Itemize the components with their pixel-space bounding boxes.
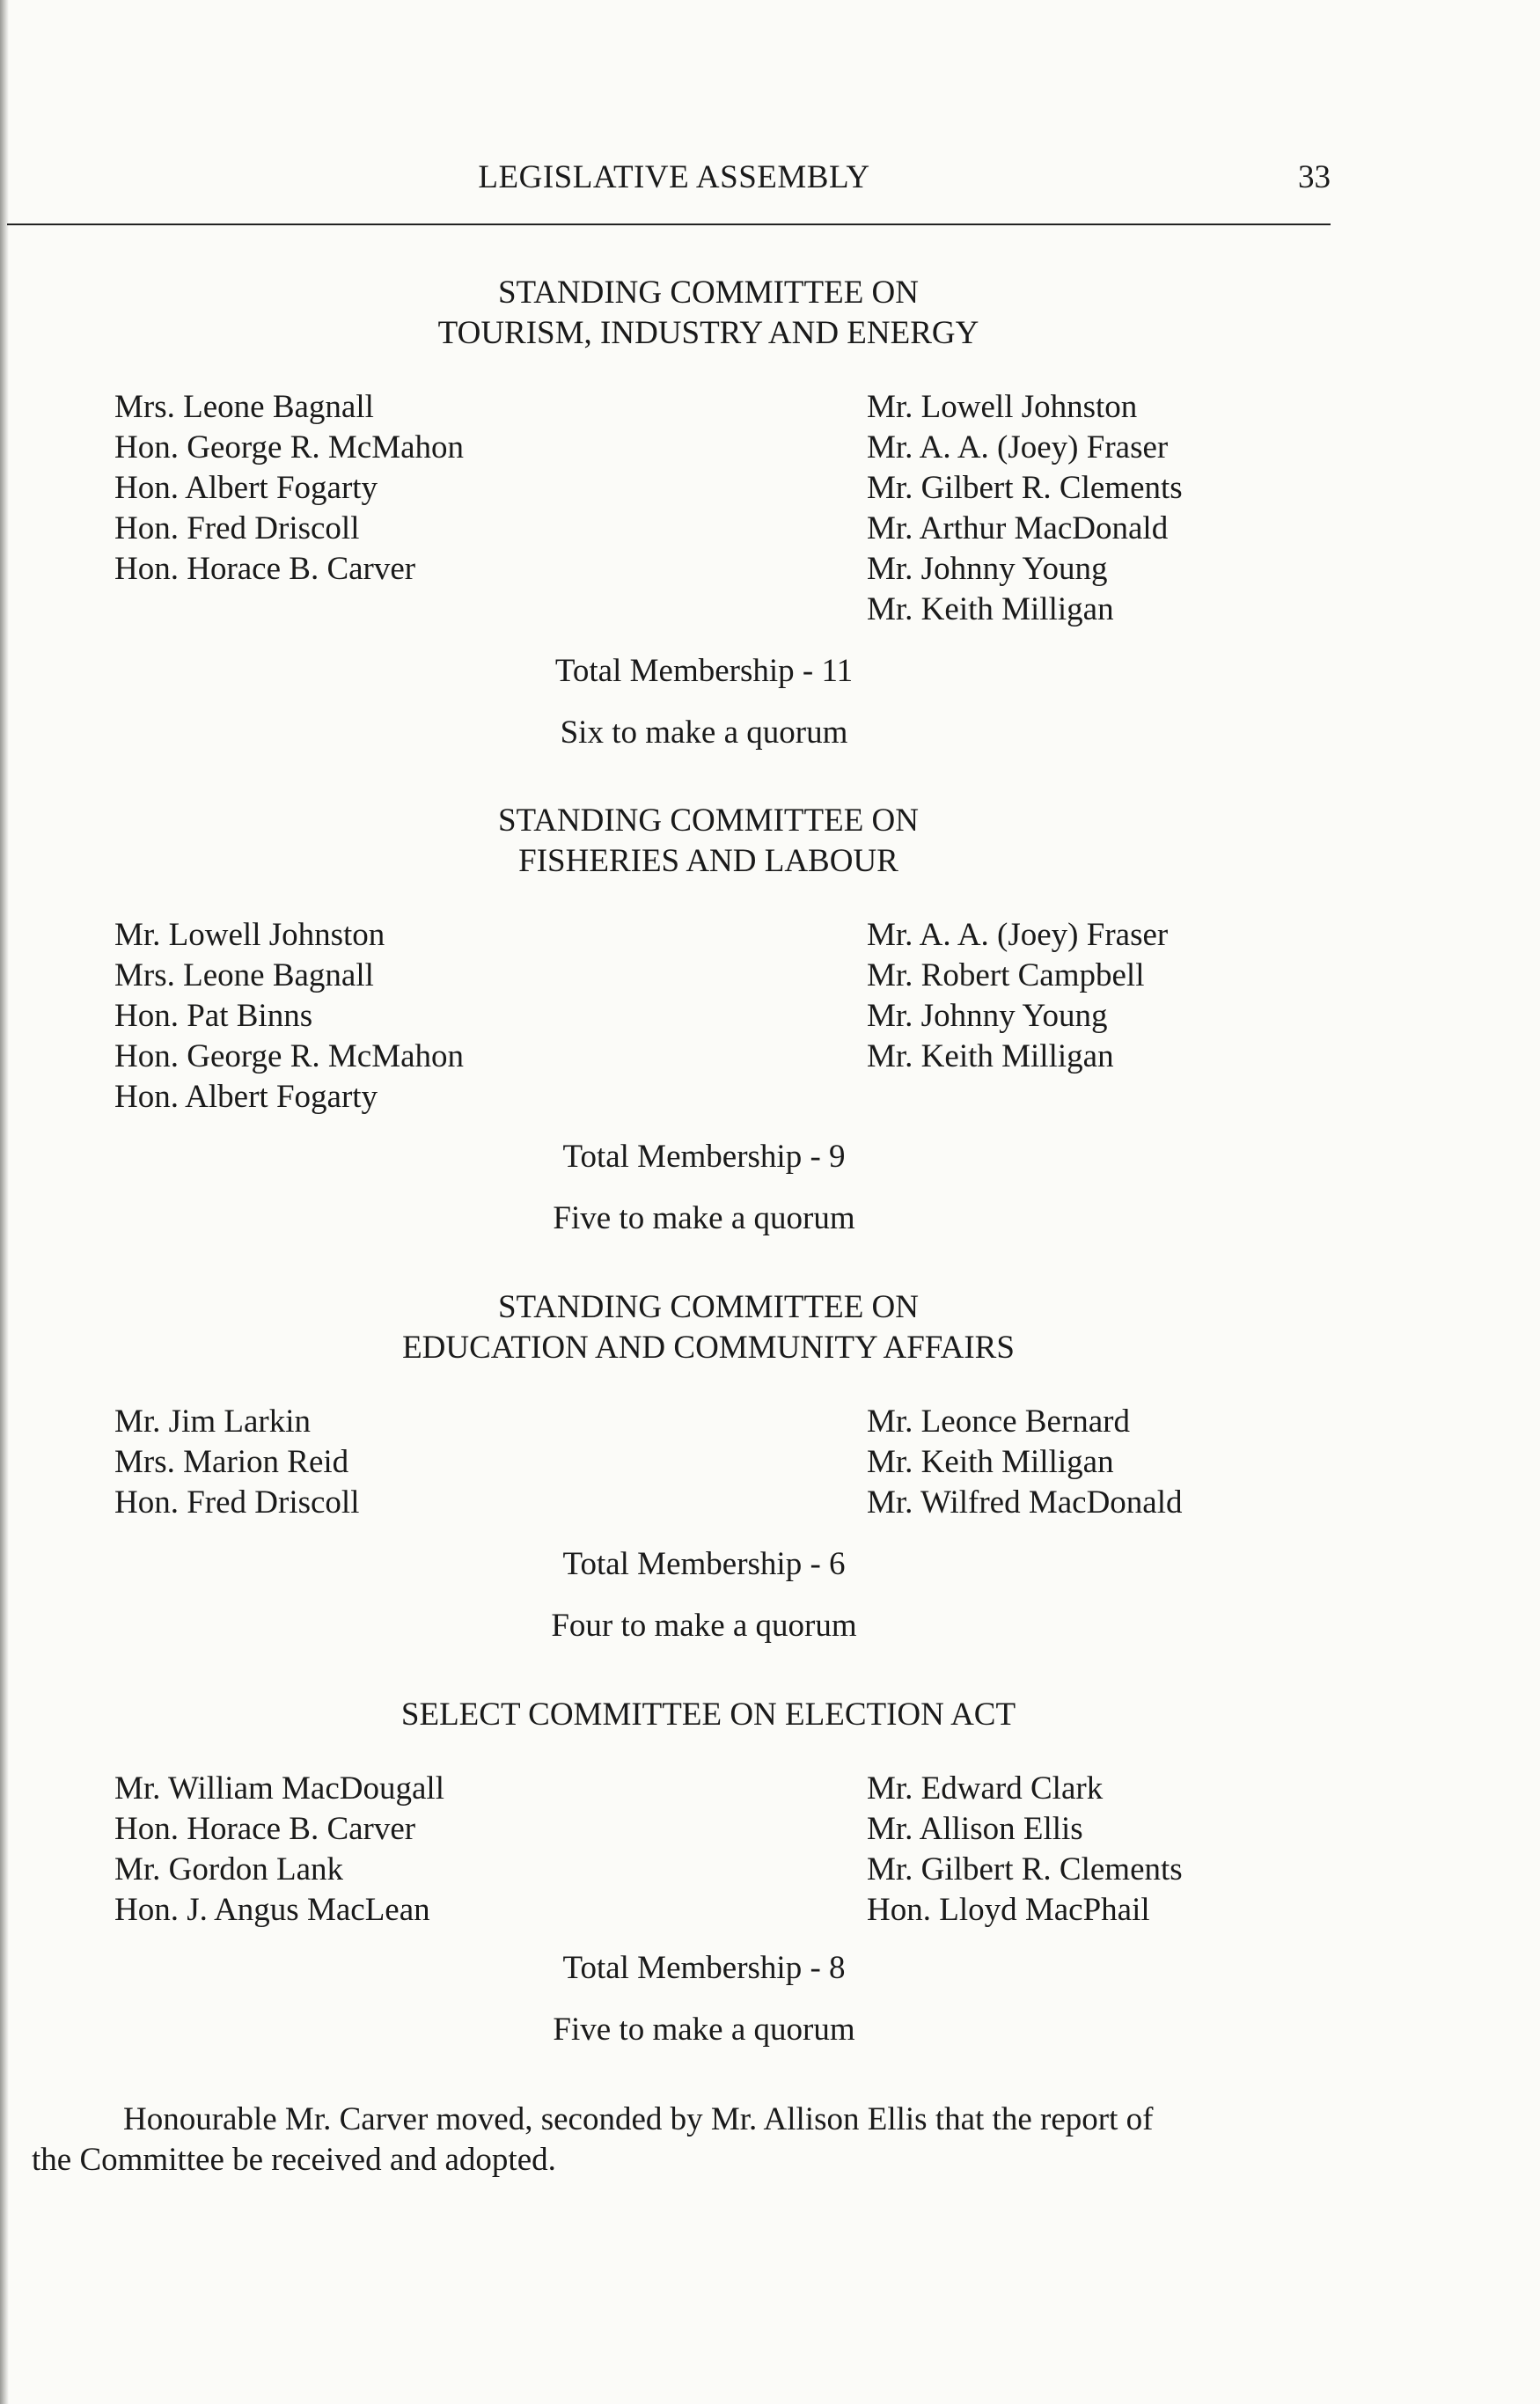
running-head bbox=[0, 158, 1331, 211]
member-name: Mr. A. A. (Joey) Fraser bbox=[867, 917, 1169, 953]
committee-summary bbox=[132, 1544, 1276, 1667]
quorum-note: Five to make a quorum bbox=[553, 2012, 855, 2048]
member-name: Hon. George R. McMahon bbox=[114, 1038, 465, 1074]
member-name: Hon. Horace B. Carver bbox=[114, 1811, 416, 1847]
member-column-left bbox=[114, 1769, 444, 1931]
member-name: Mr. Arthur MacDonald bbox=[867, 510, 1169, 546]
member-name: Mr. Johnny Young bbox=[867, 998, 1108, 1034]
section-title-line: STANDING COMMITTEE ON bbox=[497, 275, 919, 311]
member-name: Mrs. Leone Bagnall bbox=[114, 957, 374, 993]
motion-paragraph bbox=[32, 2100, 1369, 2180]
total-membership: Total Membership - 11 bbox=[554, 653, 854, 689]
member-name: Hon. Lloyd MacPhail bbox=[867, 1892, 1150, 1928]
page-number: 33 bbox=[1298, 159, 1331, 195]
section-title-line: TOURISM, INDUSTRY AND ENERGY bbox=[437, 315, 979, 351]
member-name: Mr. Lowell Johnston bbox=[867, 389, 1138, 425]
member-name: Mr. Lowell Johnston bbox=[114, 917, 385, 953]
committee-summary bbox=[132, 651, 1276, 774]
member-column-right bbox=[867, 915, 1168, 1077]
member-name: Mr. Wilfred MacDonald bbox=[867, 1484, 1183, 1521]
member-name: Mr. Leonce Bernard bbox=[867, 1404, 1130, 1440]
member-name: Hon. Albert Fogarty bbox=[114, 470, 378, 506]
committee-section-tourism bbox=[114, 273, 1258, 774]
section-title bbox=[136, 273, 1280, 354]
member-name: Mr. Keith Milligan bbox=[867, 1444, 1114, 1480]
member-name: Mr. Jim Larkin bbox=[114, 1404, 312, 1440]
member-name: Hon. Fred Driscoll bbox=[114, 510, 360, 546]
committee-summary bbox=[132, 1137, 1276, 1260]
member-column-right bbox=[867, 387, 1183, 630]
member-name: Mrs. Marion Reid bbox=[114, 1444, 349, 1480]
member-list bbox=[114, 915, 1258, 1137]
committee-section-fisheries bbox=[114, 801, 1258, 1260]
section-title bbox=[136, 1695, 1280, 1735]
member-name: Mrs. Leone Bagnall bbox=[114, 389, 374, 425]
member-name: Mr. Edward Clark bbox=[867, 1770, 1104, 1807]
committee-section-education bbox=[114, 1287, 1258, 1667]
member-name: Hon. Albert Fogarty bbox=[114, 1079, 378, 1115]
page-edge-shadow bbox=[0, 0, 9, 2404]
member-name: Hon. Horace B. Carver bbox=[114, 551, 416, 587]
section-title-line: STANDING COMMITTEE ON bbox=[497, 803, 919, 839]
total-membership: Total Membership - 9 bbox=[562, 1139, 846, 1175]
section-title bbox=[136, 801, 1280, 882]
member-name: Mr. Gilbert R. Clements bbox=[867, 470, 1183, 506]
member-name: Mr. Johnny Young bbox=[867, 551, 1108, 587]
member-name: Hon. Fred Driscoll bbox=[114, 1484, 360, 1521]
quorum-note: Five to make a quorum bbox=[553, 1200, 855, 1236]
header-rule bbox=[7, 224, 1331, 225]
member-name: Mr. William MacDougall bbox=[114, 1770, 444, 1807]
member-name: Mr. A. A. (Joey) Fraser bbox=[867, 429, 1169, 465]
member-column-right bbox=[867, 1769, 1183, 1931]
member-name: Hon. George R. McMahon bbox=[114, 429, 465, 465]
member-name: Mr. Gilbert R. Clements bbox=[867, 1851, 1183, 1887]
member-list bbox=[114, 1769, 1258, 1948]
member-name: Mr. Keith Milligan bbox=[867, 1038, 1114, 1074]
total-membership: Total Membership - 8 bbox=[562, 1950, 846, 1986]
member-name: Hon. Pat Binns bbox=[114, 998, 313, 1034]
member-column-left bbox=[114, 387, 464, 590]
running-title: LEGISLATIVE ASSEMBLY bbox=[478, 159, 870, 195]
member-name: Mr. Robert Campbell bbox=[867, 957, 1145, 993]
member-column-right bbox=[867, 1402, 1183, 1523]
quorum-note: Six to make a quorum bbox=[560, 715, 848, 751]
committee-summary bbox=[132, 1948, 1276, 2071]
total-membership: Total Membership - 6 bbox=[562, 1546, 846, 1582]
motion-line: Honourable Mr. Carver moved, seconded by Mr. Allison Ellis that the report of bbox=[123, 2101, 1154, 2137]
member-list bbox=[114, 1402, 1258, 1544]
section-title-line: FISHERIES AND LABOUR bbox=[518, 843, 898, 879]
member-name: Mr. Allison Ellis bbox=[867, 1811, 1083, 1847]
member-list bbox=[114, 387, 1258, 651]
member-column-left bbox=[114, 915, 464, 1118]
member-name: Mr. Keith Milligan bbox=[867, 591, 1114, 627]
member-name: Mr. Gordon Lank bbox=[114, 1851, 343, 1887]
section-title-line: STANDING COMMITTEE ON bbox=[497, 1289, 919, 1325]
member-name: Hon. J. Angus MacLean bbox=[114, 1892, 430, 1928]
motion-line: the Committee be received and adopted. bbox=[32, 2142, 556, 2178]
section-title-line: SELECT COMMITTEE ON ELECTION ACT bbox=[400, 1697, 1016, 1733]
member-column-left bbox=[114, 1402, 360, 1523]
quorum-note: Four to make a quorum bbox=[551, 1608, 857, 1644]
section-title-line: EDUCATION AND COMMUNITY AFFAIRS bbox=[402, 1330, 1015, 1366]
section-title bbox=[136, 1287, 1280, 1368]
committee-section-election-act bbox=[114, 1695, 1258, 2071]
